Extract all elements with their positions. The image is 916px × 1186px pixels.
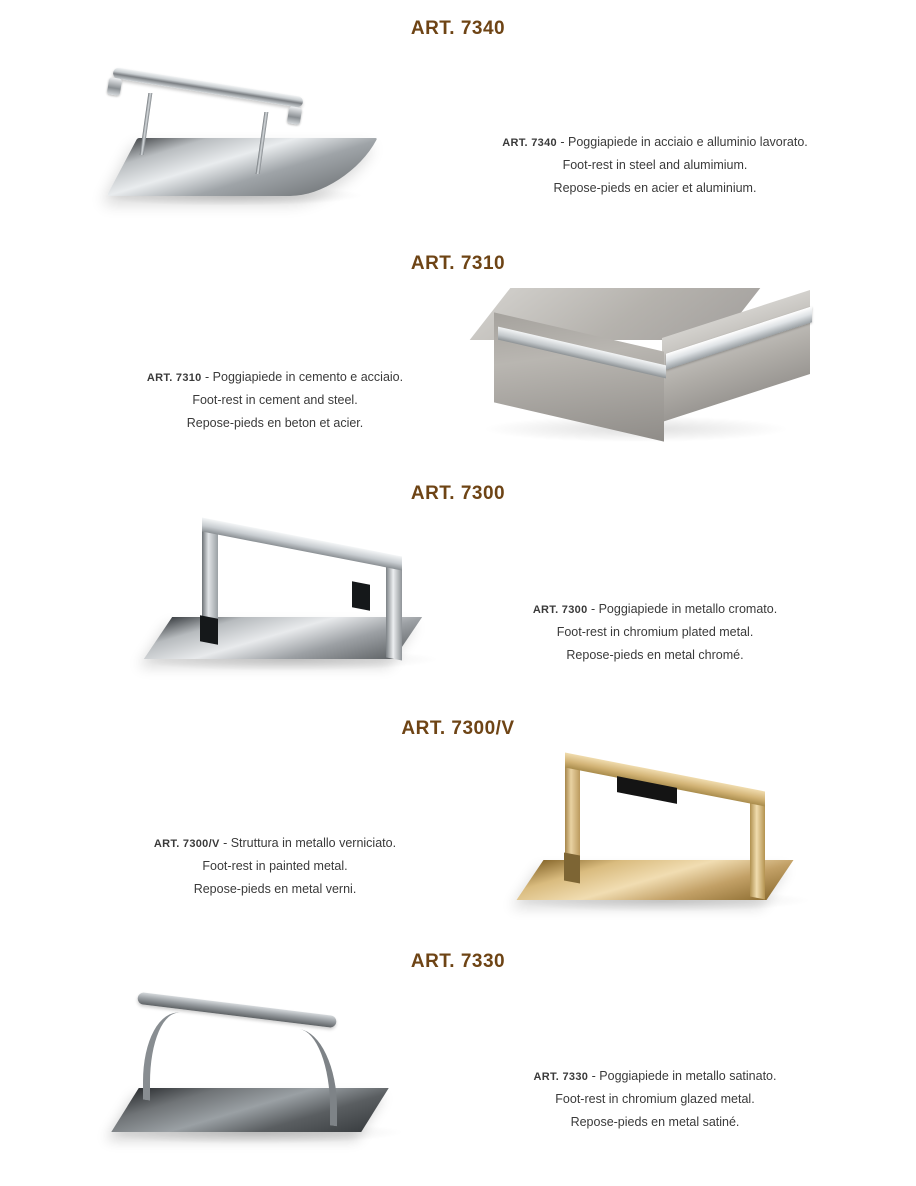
caption-line-1: - Poggiapiede in metallo satinato. [588, 1069, 777, 1083]
caption-line-1: - Poggiapiede in cemento e acciaio. [201, 370, 404, 384]
caption-7300 [440, 598, 870, 667]
caption-line-3: Repose-pieds en metal satiné. [570, 1115, 740, 1130]
caption-line-2: Foot-rest in cement and steel. [192, 393, 358, 408]
caption-line-1: - Struttura in metallo verniciato. [219, 836, 397, 850]
section-title-7300v: ART. 7300/V [401, 718, 515, 739]
frame-foot-right [352, 581, 370, 610]
product-image-7340 [60, 60, 420, 220]
caption-7310 [60, 366, 490, 435]
product-image-7310 [480, 288, 850, 458]
frame-foot-left [564, 852, 580, 883]
product-image-7300v [510, 760, 850, 925]
caption-line-3: Repose-pieds en beton et acier. [186, 416, 364, 431]
caption-art-code: ART. 7300 [532, 604, 588, 616]
caption-art-code: ART. 7330 [533, 1071, 589, 1083]
caption-line-3: Repose-pieds en acier et aluminium. [553, 181, 757, 196]
caption-line-3: Repose-pieds en metal chromé. [566, 648, 744, 663]
caption-line-2: Foot-rest in chromium plated metal. [556, 625, 754, 640]
caption-line-1: - Poggiapiede in metallo cromato. [587, 602, 778, 616]
caption-7330 [440, 1065, 870, 1134]
caption-art-code: ART. 7340 [502, 137, 557, 149]
caption-7340 [440, 131, 870, 200]
arched-support-right [275, 1026, 337, 1127]
bar-end-cap-right [287, 106, 302, 125]
caption-art-code: ART. 7310 [146, 372, 202, 384]
caption-line-2: Foot-rest in steel and alumimium. [562, 158, 748, 173]
frame-foot-left [200, 615, 218, 644]
section-title-7310: ART. 7310 [410, 253, 506, 274]
caption-7300v [60, 832, 490, 901]
section-title-7300: ART. 7300 [410, 483, 506, 504]
section-title-7330: ART. 7330 [410, 951, 506, 972]
caption-line-2: Foot-rest in chromium glazed metal. [555, 1092, 755, 1107]
frame-top-bar [202, 518, 402, 571]
caption-art-code: ART. 7300/V [153, 838, 220, 850]
chrome-bar [112, 67, 303, 108]
caption-line-2: Foot-rest in painted metal. [202, 859, 348, 874]
caption-line-1: - Poggiapiede in acciaio e alluminio lavorato. [556, 135, 808, 149]
section-title-7340: ART. 7340 [410, 18, 506, 39]
frame-leg-left [565, 763, 580, 864]
frame-leg-right [750, 799, 765, 900]
product-image-7330 [95, 990, 435, 1155]
frame-leg-right [386, 563, 402, 660]
arched-support-left [143, 1008, 205, 1109]
caption-line-3: Repose-pieds en metal verni. [193, 882, 357, 897]
bar-end-cap-left [107, 77, 122, 96]
frame-leg-left [202, 528, 218, 625]
product-image-7300 [140, 525, 470, 685]
